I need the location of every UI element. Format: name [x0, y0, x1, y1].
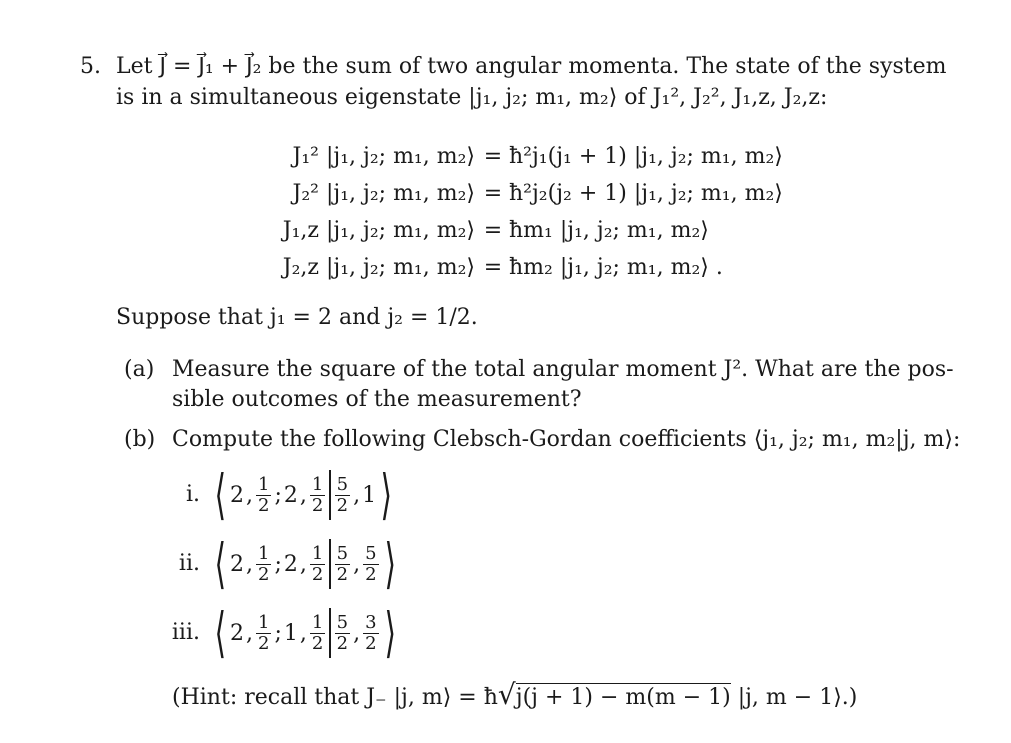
vertical-bar [329, 539, 330, 589]
coefficient-label: iii. [171, 620, 200, 645]
cg-j2-fraction [256, 475, 271, 516]
cg-j2-fraction [256, 613, 271, 654]
equals-sign: = [483, 181, 503, 206]
equals-sign: = [483, 255, 503, 280]
coefficient-label: i. [185, 482, 200, 507]
cg-j-fraction [335, 475, 350, 516]
equation-lhs: J₁² |j₁, j₂; m₁, m₂⟩ [292, 144, 475, 169]
vertical-bar [329, 470, 330, 520]
cg-m1: 2 [283, 482, 298, 508]
frac-denominator: 2 [365, 632, 377, 654]
equation-rhs: ħ²j₁(j₁ + 1) |j₁, j₂; m₁, m₂⟩ [509, 144, 783, 169]
equation-lhs: J₂² |j₁, j₂; m₁, m₂⟩ [292, 181, 475, 206]
suppose-statement: Suppose that j₁ = 2 and j₂ = 1/2. [116, 305, 478, 330]
frac-numerator: 1 [258, 611, 270, 633]
problem-intro-line2: is in a simultaneous eigenstate |j₁, j₂; m₁, m₂⟩ of J₁², J₂², J₁,z, J₂,z: [116, 85, 828, 110]
right-angle-bracket: ⟩ [384, 601, 396, 664]
frac-numerator: 1 [258, 542, 270, 564]
frac-denominator: 2 [311, 563, 324, 585]
cg-m2-fraction [310, 544, 325, 585]
sqrt-symbol: √ [497, 678, 516, 711]
cg-m-fraction [363, 613, 378, 654]
cg-j-fraction [335, 544, 350, 585]
equation-row [270, 138, 830, 175]
part-a-label: (a) [124, 357, 155, 382]
left-angle-bracket: ⟨ [214, 532, 227, 595]
cg-m2-fraction [310, 475, 325, 516]
part-b-label: (b) [124, 427, 156, 452]
frac-denominator: 2 [311, 494, 324, 516]
frac-numerator: 1 [311, 542, 324, 564]
frac-denominator: 2 [336, 632, 349, 654]
frac-denominator: 2 [365, 563, 377, 585]
frac-numerator: 5 [336, 473, 349, 495]
frac-denominator: 2 [336, 563, 349, 585]
frac-numerator: 1 [258, 473, 270, 495]
equation-rhs: ħ²j₂(j₂ + 1) |j₁, j₂; m₁, m₂⟩ [509, 181, 783, 206]
equation-row [270, 175, 830, 212]
frac-numerator: 1 [311, 473, 324, 495]
part-a-text-line1: Measure the square of the total angular moment J². What are the pos- [172, 357, 954, 382]
clebsch-gordan-coefficient-iii: ⟨ 2 , $\frac{1}{2}$ ; 1 , $\frac{1}{2}$ $\frac{5}{2}$ , $\frac{3}{2}$ ⟩ [214, 601, 396, 664]
equation-rhs: ħm₁ |j₁, j₂; m₁, m₂⟩ [509, 218, 709, 243]
equation-lhs: J₂,z |j₁, j₂; m₁, m₂⟩ [282, 255, 475, 280]
clebsch-gordan-coefficient-i: ⟨ 2 , $\frac{1}{2}$ ; 2 , $\frac{1}{2}$ $\frac{5}{2}$ , 1 ⟩ [214, 463, 393, 526]
clebsch-gordan-coefficient-ii: ⟨ 2 , $\frac{1}{2}$ ; 2 , $\frac{1}{2}$ $\frac{5}{2}$ , $\frac{5}{2}$ ⟩ [214, 532, 396, 595]
problem-number: 5. [80, 54, 101, 79]
left-angle-bracket: ⟨ [214, 601, 227, 664]
cg-m1: 1 [283, 620, 298, 646]
right-angle-bracket: ⟩ [384, 532, 396, 595]
cg-j2-fraction [256, 544, 271, 585]
equation-lhs: J₁,z |j₁, j₂; m₁, m₂⟩ [282, 218, 475, 243]
equation-row [270, 212, 830, 249]
frac-numerator: 5 [336, 611, 349, 633]
frac-numerator: 5 [365, 542, 377, 564]
hint-radicand: j(j + 1) − m(m − 1) [515, 685, 731, 710]
frac-denominator: 2 [258, 632, 270, 654]
hint-text [172, 678, 857, 711]
cg-m-fraction [363, 544, 378, 585]
hint-before: (Hint: recall that J₋ |j, m⟩ = ħ [172, 685, 498, 710]
cg-j-fraction [335, 613, 350, 654]
eigenvalue-equations [270, 138, 830, 286]
frac-denominator: 2 [258, 494, 270, 516]
frac-numerator: 5 [336, 542, 349, 564]
frac-denominator: 2 [336, 494, 349, 516]
cg-j1: 2 [230, 551, 244, 577]
cg-j1: 2 [230, 620, 244, 646]
frac-numerator: 3 [365, 611, 377, 633]
frac-numerator: 1 [311, 611, 324, 633]
part-b-text: Compute the following Clebsch-Gordan coefficients ⟨j₁, j₂; m₁, m₂|j, m⟩: [172, 427, 961, 452]
frac-denominator: 2 [258, 563, 270, 585]
right-angle-bracket: ⟩ [380, 463, 393, 526]
equation-row [270, 249, 830, 286]
frac-denominator: 2 [311, 632, 324, 654]
vertical-bar [329, 608, 330, 658]
cg-j1: 2 [230, 482, 244, 508]
hint-after: |j, m − 1⟩.) [730, 685, 858, 710]
equals-sign: = [483, 144, 503, 169]
part-a-text-line2: sible outcomes of the measurement? [172, 387, 582, 412]
equation-rhs: ħm₂ |j₁, j₂; m₁, m₂⟩ . [509, 255, 723, 280]
cg-m: 1 [362, 482, 377, 508]
cg-m1: 2 [283, 551, 298, 577]
cg-m2-fraction [310, 613, 325, 654]
coefficient-label: ii. [178, 551, 200, 576]
left-angle-bracket: ⟨ [214, 463, 227, 526]
equals-sign: = [483, 218, 503, 243]
problem-intro-line1: Let J⃗ = J⃗₁ + J⃗₂ be the sum of two angular momenta. The state of the system [116, 54, 947, 79]
